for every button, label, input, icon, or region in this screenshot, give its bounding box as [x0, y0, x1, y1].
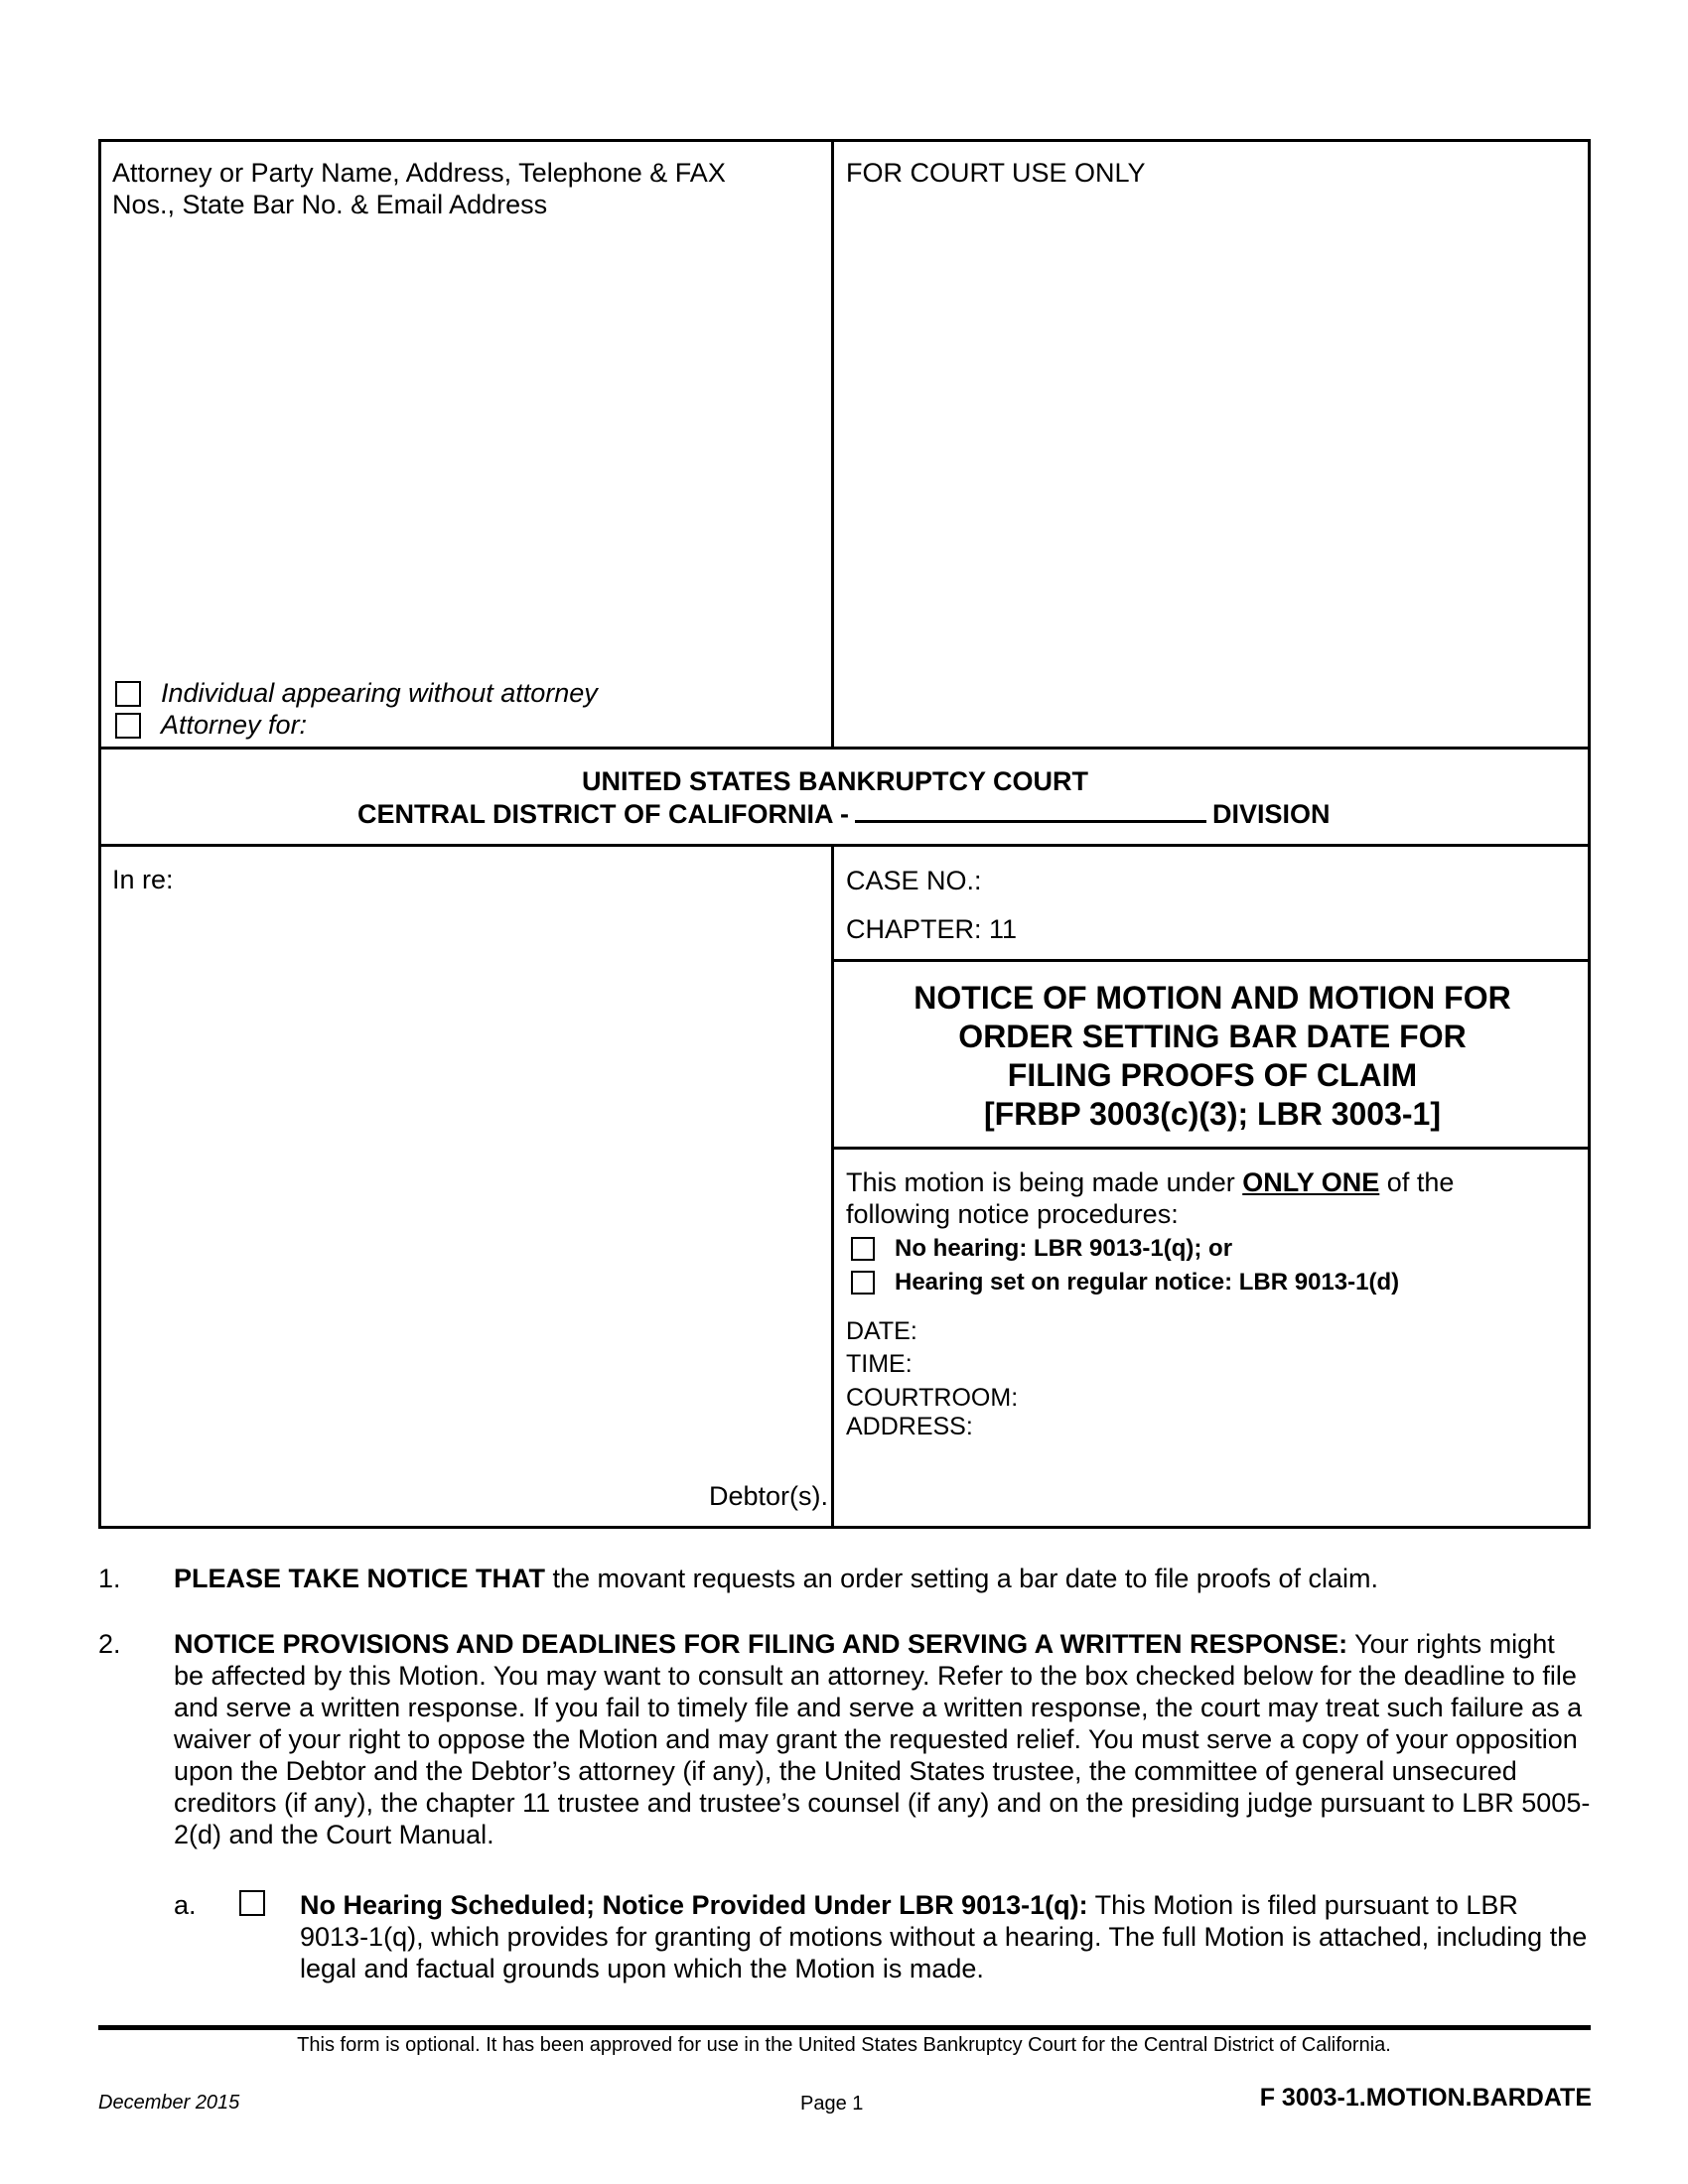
- court-district-label: CENTRAL DISTRICT OF CALIFORNIA -: [357, 799, 849, 829]
- divider-header-vertical: [831, 139, 834, 749]
- motion-title-line3: FILING PROOFS OF CLAIM: [1007, 1057, 1418, 1093]
- footer-date: December 2015: [98, 2092, 240, 2114]
- case-number-label: CASE NO.:: [846, 866, 982, 895]
- item1-text: the movant requests an order setting a bar date to file proofs of claim.: [545, 1564, 1378, 1593]
- individual-without-attorney-checkbox[interactable]: [115, 681, 141, 707]
- division-blank[interactable]: [855, 797, 1206, 823]
- form-caption-box: [98, 139, 1591, 1529]
- footer-optional-note: This form is optional. It has been approved for use in the United States Bankruptcy Court for the Central District of California.: [297, 2034, 1391, 2056]
- attorney-label-line2: Nos., State Bar No. & Email Address: [112, 190, 548, 219]
- chapter-label: CHAPTER: 11: [846, 914, 1018, 944]
- divider-court-bottom: [98, 844, 1591, 847]
- motion-title-line1: NOTICE OF MOTION AND MOTION FOR: [914, 980, 1511, 1016]
- procedures-intro-line1: [846, 1166, 1454, 1198]
- no-hearing-label: No hearing: LBR 9013-1(q); or: [895, 1235, 1233, 1262]
- individual-without-attorney-label: Individual appearing without attorney: [161, 678, 598, 708]
- item2a-paragraph: [300, 1889, 1591, 1984]
- hearing-regular-notice-label: Hearing set on regular notice: LBR 9013-1(d): [895, 1269, 1400, 1296]
- motion-title: [834, 979, 1591, 1134]
- procedures-only-one: ONLY ONE: [1242, 1167, 1380, 1197]
- hearing-address-label: ADDRESS:: [846, 1413, 973, 1440]
- procedures-intro-line2: following notice procedures:: [846, 1199, 1179, 1229]
- no-hearing-checkbox[interactable]: [851, 1237, 875, 1261]
- attorney-label-line1: Attorney or Party Name, Address, Telephone & FAX: [112, 158, 726, 188]
- item2a-letter: a.: [174, 1890, 197, 1920]
- item2a-text: This Motion is filed pursuant to LBR 9013-1(q), which provides for granting of motions without a hearing. The full Motion is attached, including the legal and factual grounds upon which the Motion is made.: [300, 1890, 1588, 1983]
- procedures-intro-before: This motion is being made under: [846, 1167, 1235, 1197]
- attorney-for-checkbox[interactable]: [115, 713, 141, 739]
- item2-lead: NOTICE PROVISIONS AND DEADLINES FOR FILING AND SERVING A WRITTEN RESPONSE:: [174, 1629, 1348, 1659]
- court-name-line2: [357, 797, 1331, 830]
- divider-court-top: [98, 747, 1591, 750]
- item2a-lead: No Hearing Scheduled; Notice Provided Under LBR 9013-1(q):: [300, 1890, 1088, 1920]
- item2-number: 2.: [98, 1629, 121, 1659]
- footer-rule: [98, 2025, 1591, 2030]
- hearing-regular-notice-checkbox[interactable]: [851, 1271, 875, 1295]
- item1-lead: PLEASE TAKE NOTICE THAT: [174, 1564, 546, 1593]
- divider-title: [832, 1147, 1591, 1150]
- motion-title-line2: ORDER SETTING BAR DATE FOR: [958, 1019, 1467, 1054]
- item1-paragraph: [174, 1563, 1594, 1594]
- in-re-label: In re:: [112, 865, 174, 894]
- division-label: DIVISION: [1211, 799, 1331, 829]
- item2-text: Your rights might be affected by this Motion. You may want to consult an attorney. Refer to the box checked below for the deadline to file and serve a written response. If you fail to timely file and serve a written response, the court may treat such failure as a waiver of your right to oppose the Motion and may grant the requested relief. You must serve a copy of your opposition upon the Debtor and the Debtor’s attorney (if any), the United States trustee, the committee of general unsecured creditors (if any), the chapter 11 trustee and trustee’s counsel (if any) and on the presiding judge pursuant to LBR 5005-2(d) and the Court Manual.: [174, 1629, 1591, 1849]
- item1-number: 1.: [98, 1564, 121, 1593]
- divider-caption-vertical: [831, 844, 834, 1529]
- court-name-line1: UNITED STATES BANKRUPTCY COURT: [582, 766, 1089, 796]
- footer-form-id: F 3003-1.MOTION.BARDATE: [1259, 2084, 1592, 2112]
- footer-page-number: Page 1: [800, 2093, 864, 2115]
- court-use-label: FOR COURT USE ONLY: [846, 158, 1146, 188]
- hearing-courtroom-label: COURTROOM:: [846, 1384, 1019, 1412]
- attorney-for-label: Attorney for:: [161, 710, 308, 740]
- debtors-label: Debtor(s).: [709, 1481, 829, 1511]
- no-hearing-scheduled-checkbox[interactable]: [239, 1890, 265, 1916]
- hearing-time-label: TIME:: [846, 1350, 913, 1378]
- hearing-date-label: DATE:: [846, 1317, 917, 1345]
- divider-chapter: [832, 959, 1591, 962]
- procedures-intro-after: of the: [1386, 1167, 1455, 1197]
- motion-title-line4: [FRBP 3003(c)(3); LBR 3003-1]: [984, 1096, 1441, 1132]
- item2-paragraph: [174, 1628, 1592, 1850]
